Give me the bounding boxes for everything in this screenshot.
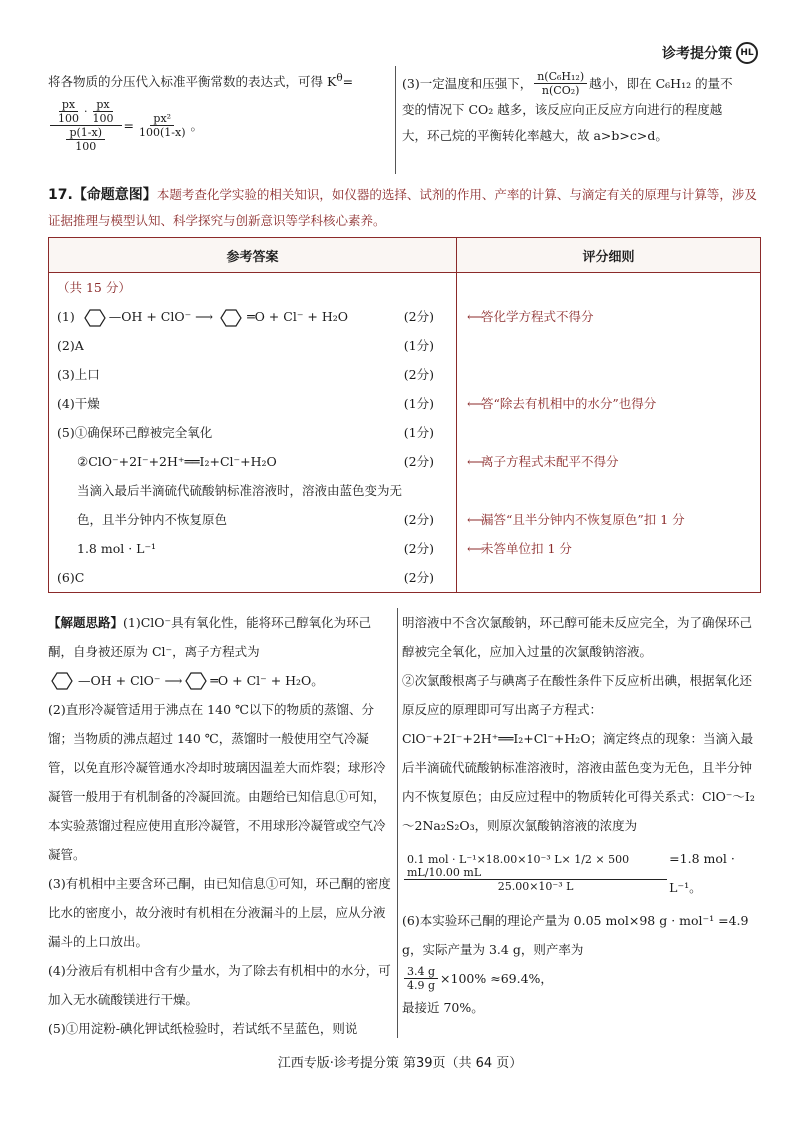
cyclohexane-ring-icon (182, 671, 210, 691)
table-row: (3)上口 (2分) (57, 367, 434, 382)
page-footer: 江西专版·诊考提分策 第39页（共 64 页） (277, 1056, 523, 1071)
arrow-left-icon: ⟵ (467, 309, 485, 324)
cyclohexane-ring-icon (48, 671, 78, 691)
col-header-rules: 评分细则 (457, 238, 761, 273)
answer-table (48, 237, 761, 593)
arrow-left-icon: ⟵ (467, 512, 485, 527)
cyclohexane-ring-icon (217, 308, 247, 328)
rule-note: ⟵未答单位扣 1 分 (457, 534, 760, 563)
table-row: 色，且半分钟内不恢复原色 (2分) (77, 512, 434, 527)
yield-calc: $\frac{3.4 g}{4.9 g}$ ×100% ≈69.4%， (402, 964, 757, 993)
kexpr-f2: $\frac{px}{100}$ (92, 98, 114, 126)
solution-equation: —OH + ClO⁻ ⟶ ═O + Cl⁻ + H₂O。 (48, 666, 393, 695)
question-intent (48, 182, 758, 234)
solution-right: 明溶液中不含次氯酸钠，环己醇可能未反应完全，为了确保环己醇被完全氧化，应加入过量的次氯酸钠溶液。 ②次氯酸根离子与碘离子在酸性条件下反应析出碘，根据氧化还原反应的原理即可写出离子方程式：ClO⁻+2I⁻+2H⁺══I₂+Cl⁻+H₂O；滴定终点的现象：当滴入最后半滴硫代硫酸钠标准溶液时，溶液由蓝色变为无色，且半分钟内不恢复原色；由反应过程中的物质转化可得关系式：ClO⁻～I₂～2Na₂S₂O₃，则原次氯酸钠溶液的浓度为 $\frac{\text{0.1 mol · L⁻¹×18.00×10⁻³ L× 1/2 × 500 mL/10.00 mL}}{\text{25.00×10⁻³ L}}$ =1.8 mol · L⁻¹。 (6)本实验环己酮的理论产量为 0.05 mol×98 g · mol⁻¹ =4.9 g，实际产量为 3.4 g，则产率为 $\frac{3.4 g}{4.9 g}$ ×100% ≈69.4%， 最接近 70%。 (402, 608, 757, 1022)
table-row: (6)C (2分) (57, 570, 434, 585)
total-score: （共 15 分） (57, 280, 131, 295)
concentration-calc: $\frac{\text{0.1 mol · L⁻¹×18.00×10⁻³ L× 1/2 × 500 mL/10.00 mL}}{\text{25.00×10⁻³ L}}$ =1.8 mol · L⁻¹。 (402, 844, 757, 902)
top-left-text: 将各物质的分压代入标准平衡常数的表达式，可得 $K^\theta=$ $\frac{px}{100}$ · $\frac{px}{100}$ $\frac{p(1-x)}{100}$ = $\frac{\text{px²}}{100(1-x)}$ 。 (48, 72, 354, 154)
kexpr-equals: = (123, 117, 134, 133)
solution-label: 【解题思路】 (48, 615, 124, 630)
rule-note: ⟵答化学方程式不得分 (457, 302, 760, 331)
answer-column (49, 273, 457, 593)
table-row: 当滴入最后半滴硫代硫酸钠标准溶液时，溶液由蓝色变为无 (77, 483, 403, 498)
brand-title: 诊考提分策 (662, 46, 732, 62)
table-row: ②ClO⁻+2I⁻+2H⁺══I₂+Cl⁻+H₂O (2分) (77, 454, 434, 469)
rule-note: ⟵答“除去有机相中的水分”也得分 (457, 389, 760, 418)
rules-column (457, 273, 761, 593)
question-number: 17. (48, 187, 73, 203)
column-divider (395, 66, 396, 174)
kexpr-f3: $\frac{p(1-x)}{100}$ (66, 126, 105, 153)
intent-text: 本题考查化学实验的相关知识，如仪器的选择、试剂的作用、产率的计算、与滴定有关的原理与计算等，涉及证据推理与模型认知、科学探究与创新意识等学科核心素养。 (48, 187, 757, 228)
table-row: (4)干燥 (1分) (57, 396, 434, 411)
intent-label: 【命题意图】 (72, 187, 157, 203)
col-header-answer: 参考答案 (49, 238, 457, 273)
kexpr-big-frac: $\frac{px}{100}$ · $\frac{px}{100}$ $\frac{p(1-x)}{100}$ (50, 98, 122, 153)
cyclohexane-ring-icon (79, 308, 109, 328)
column-divider (397, 608, 398, 1038)
solution-left: 【解题思路】(1)ClO⁻具有氧化性，能将环己醇氧化为环己酮，自身被还原为 Cl⁻，离子方程式为 —OH + ClO⁻ ⟶ ═O + Cl⁻ + H₂O。 (2)直形冷凝管适用于沸点在 140 ℃以下的物质的蒸馏、分馏；当物质的沸点超过 140 ℃，蒸馏时一般使用空气冷凝管，以免直形冷凝管通水冷却时玻璃因温差大而炸裂；球形冷凝管一般用于有机制备的冷凝回流。由题给已知信息①可知，本实验蒸馏过程应使用直形冷凝管，不用球形冷凝管或空气冷凝管。 (3)有机相中主要含环己酮，由已知信息①可知，环己酮的密度比水的密度小，故分液时有机相在分液漏斗的上层，应从分液漏斗的上口放出。 (4)分液后有机相中含有少量水，为了除去有机相中的水分，可加入无水硫酸镁进行干燥。 (5)①用淀粉-碘化钾试纸检验时，若试纸不呈蓝色，则说 (48, 608, 393, 1043)
kexpr-f4: $\frac{\text{px²}}{100(1-x)}$ (138, 112, 186, 140)
kexpr-f1: $\frac{px}{100}$ (58, 98, 79, 126)
rule-note: ⟵漏答“且半分钟内不恢复原色”扣 1 分 (457, 505, 760, 534)
brand-header (662, 42, 758, 64)
brand-logo-icon: HL (736, 42, 758, 64)
table-row: 1.8 mol · L⁻¹ (2分) (77, 541, 434, 556)
tl-line1: 将各物质的分压代入标准平衡常数的表达式，可得 K (48, 74, 337, 90)
table-row: (2)A (1分) (57, 338, 434, 353)
rule-note: ⟵离子方程式未配平不得分 (457, 447, 760, 476)
top-right-text: (3)一定温度和压强下， $\frac{\text{n(C₆H₁₂)}}{\text{n(CO₂)}}$ 越小，即在 C₆H₁₂ 的量不 变的情况下 CO₂ 越多，该反应向正反应方向进行的程度越 大，环己烷的平衡转化率越大，故 a>b>c>d。 (402, 70, 733, 143)
tl-eq: = (342, 74, 354, 90)
ratio-frac: $\frac{\text{n(C₆H₁₂)}}{\text{n(CO₂)}}$ (534, 70, 587, 97)
tl-theta: θ (336, 72, 343, 84)
arrow-left-icon: ⟵ (467, 396, 485, 411)
table-row: (1) —OH + ClO⁻ ⟶ ═O + Cl⁻ + H₂O (2分) (49, 302, 456, 331)
arrow-left-icon: ⟵ (467, 454, 485, 469)
arrow-left-icon: ⟵ (467, 541, 485, 556)
table-row: (5)①确保环己醇被完全氧化 (1分) (57, 425, 434, 440)
